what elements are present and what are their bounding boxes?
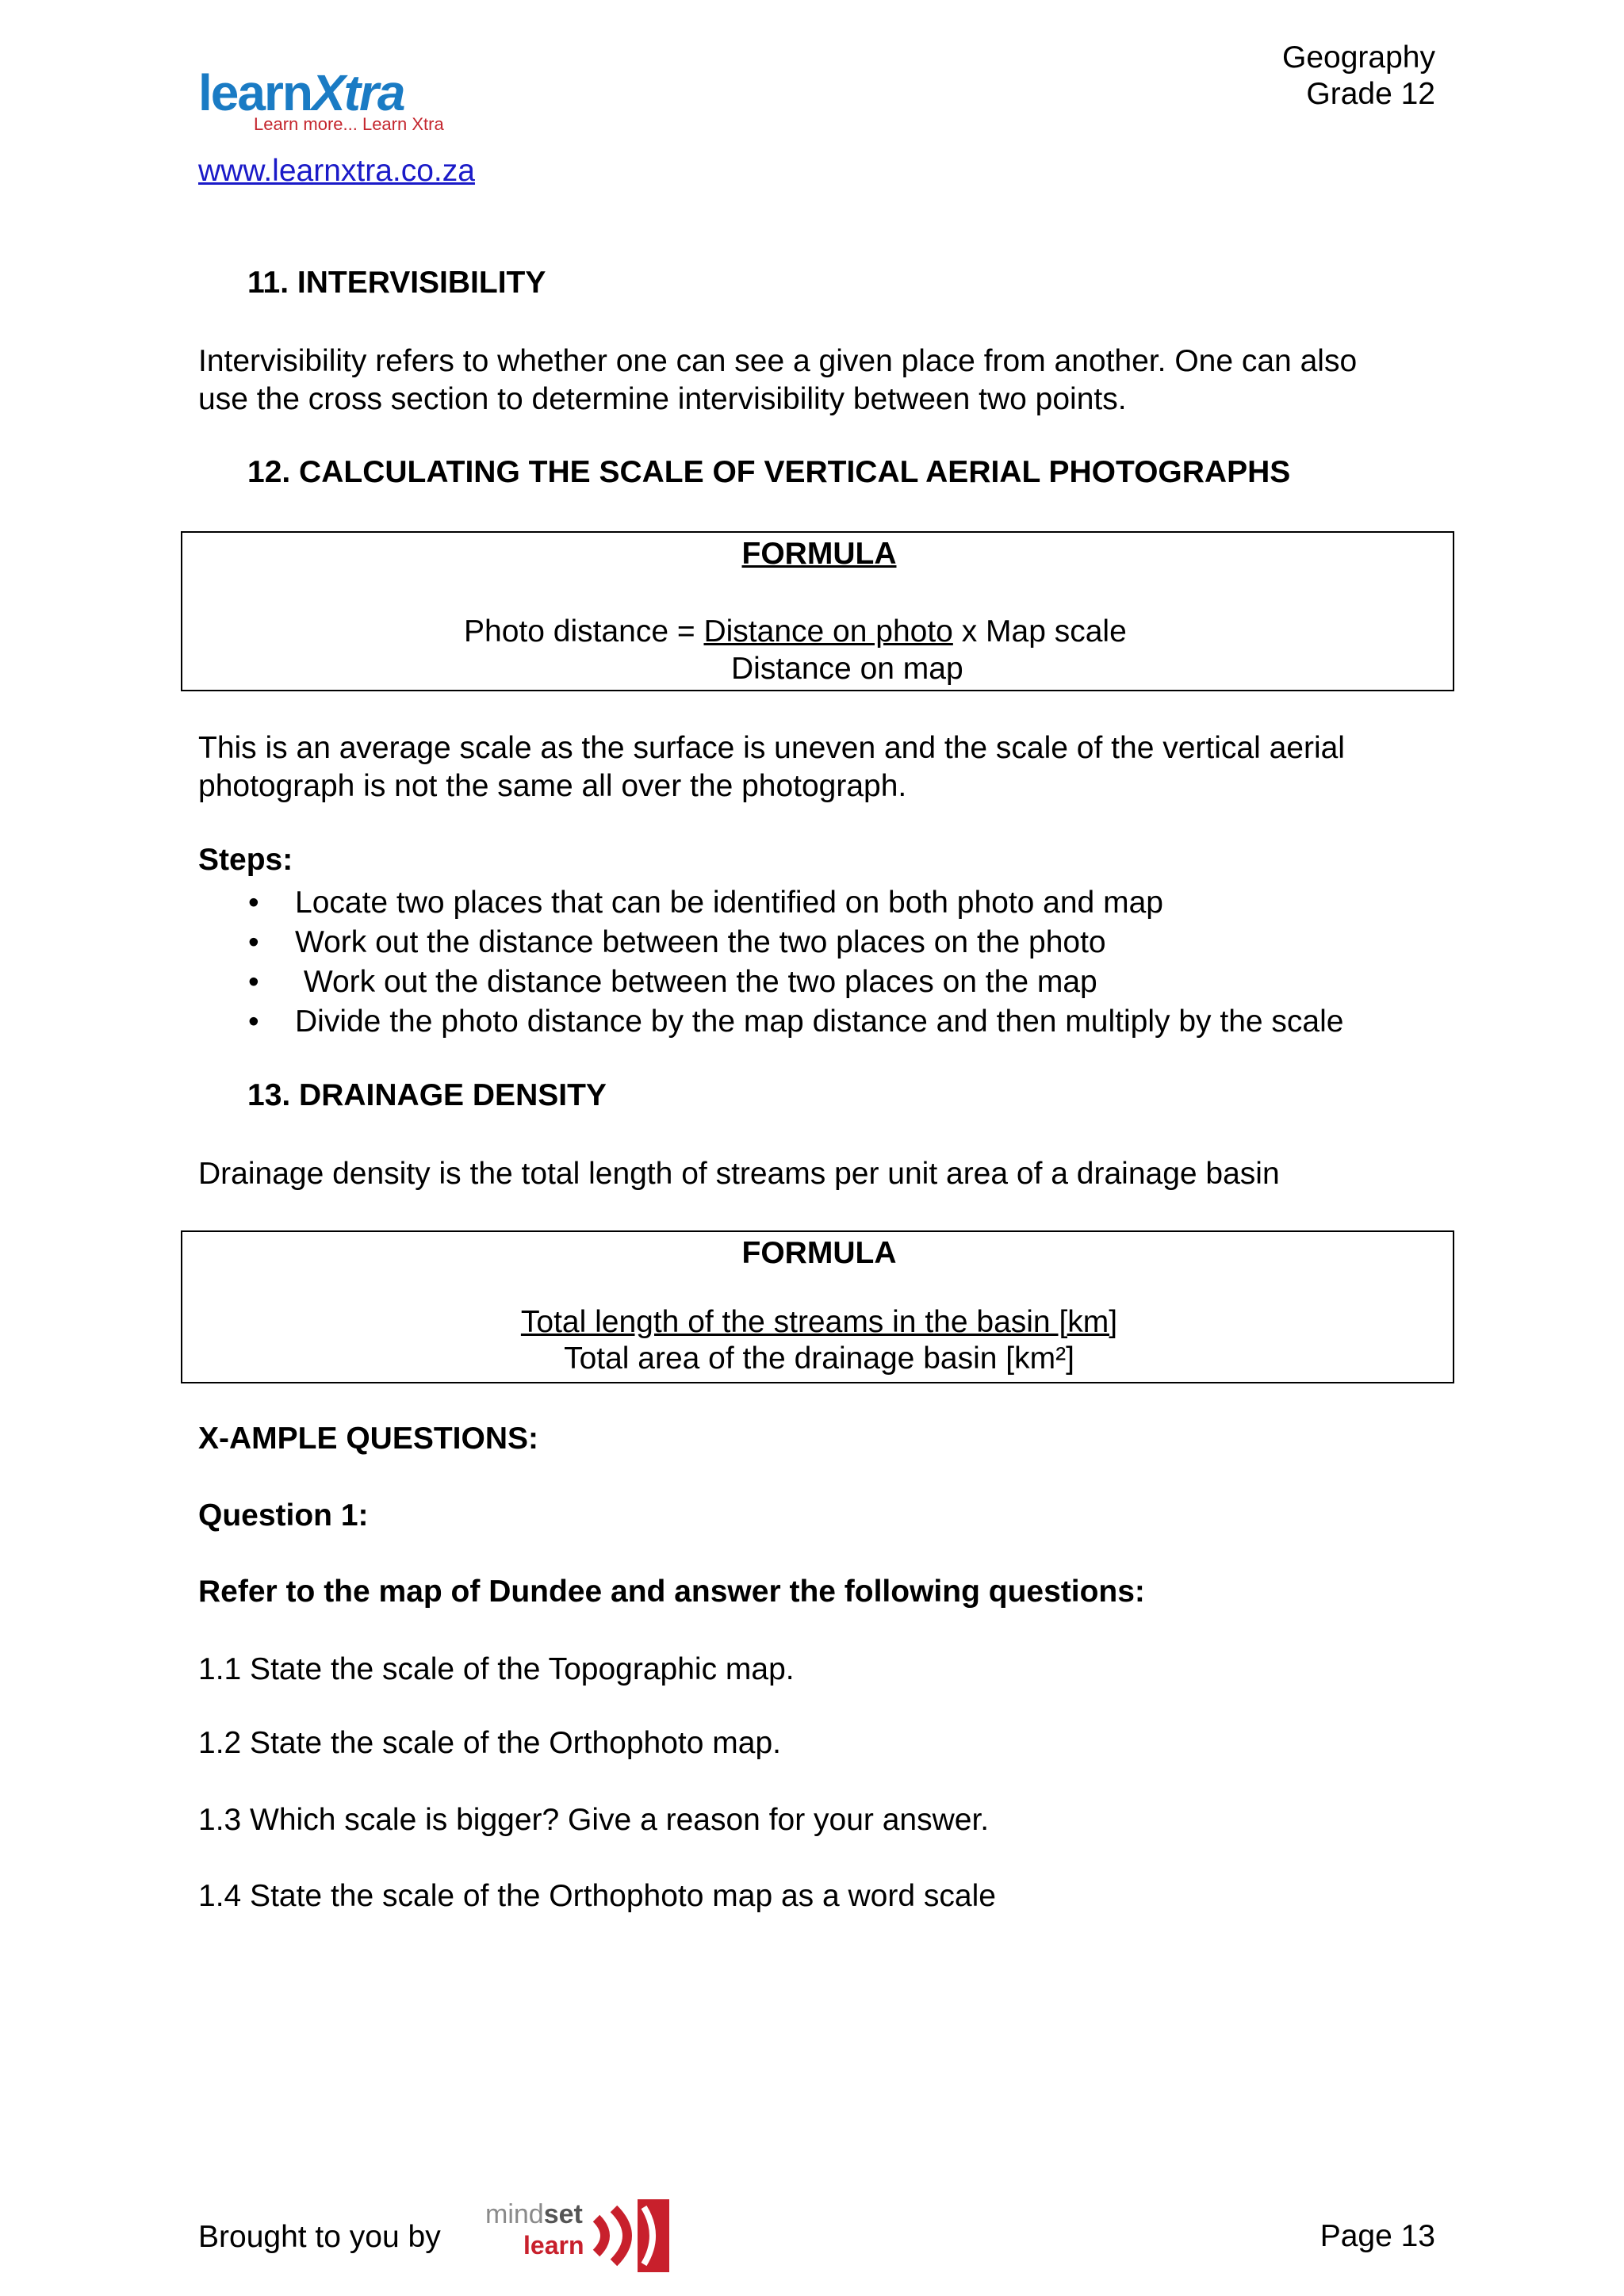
bullet: •: [248, 886, 259, 920]
list-item: [198, 883, 1467, 923]
step-text: Work out the distance between the two places on the map: [295, 965, 1097, 999]
step-text: Locate two places that can be identified on both photo and map: [295, 886, 1163, 920]
question-1-label: Question 1:: [198, 1498, 369, 1533]
mindset-word-learn: learn: [523, 2231, 584, 2260]
bullet: •: [248, 965, 259, 999]
steps-label: Steps:: [198, 843, 293, 877]
section-12-para-line-1: This is an average scale as the surface is uneven and the scale of the vertical aerial: [198, 731, 1345, 765]
website-link[interactable]: www.learnxtra.co.za: [198, 154, 475, 188]
formula-lhs: Photo distance =: [464, 614, 704, 649]
section-12-para-line-2: photograph is not the same all over the photograph.: [198, 769, 907, 803]
learnxtra-logo: [198, 65, 468, 140]
section-12-heading: 12. CALCULATING THE SCALE OF VERTICAL AERIAL PHOTOGRAPHS: [247, 455, 1291, 489]
mindset-soundwave-icon: [588, 2196, 676, 2275]
logo-wordmark: [198, 65, 404, 121]
question-item: 1.2 State the scale of the Orthophoto map.: [198, 1726, 781, 1760]
formula-numerator: Total length of the streams in the basin [km]: [520, 1305, 1118, 1339]
section-13-para: Drainage density is the total length of streams per unit area of a drainage basin: [198, 1157, 1280, 1191]
steps-list: [198, 883, 1467, 1042]
formula-title: FORMULA: [741, 537, 897, 571]
list-item: [198, 923, 1467, 962]
section-11-heading: 11. INTERVISIBILITY: [247, 266, 546, 300]
question-instruction: Refer to the map of Dundee and answer the following questions:: [198, 1575, 1145, 1609]
list-item: [198, 962, 1467, 1002]
drainage-formula-box: [181, 1230, 1454, 1383]
bullet: •: [248, 925, 259, 959]
mindset-word-set: set: [543, 2199, 583, 2229]
mindset-word-mind: mind: [485, 2199, 544, 2229]
section-11-para-line-1: Intervisibility refers to whether one can see a given place from another. One can also: [198, 344, 1358, 378]
mindset-wordmark: [485, 2199, 583, 2229]
formula-expression: [464, 613, 1127, 651]
grade-label: Grade 12: [1306, 77, 1435, 111]
section-11-para-line-2: use the cross section to determine intervisibility between two points.: [198, 382, 1127, 416]
question-item: 1.4 State the scale of the Orthophoto map as a word scale: [198, 1879, 996, 1913]
page-number: Page 13: [1320, 2219, 1435, 2253]
bullet: •: [248, 1004, 259, 1039]
section-13-heading: 13. DRAINAGE DENSITY: [247, 1078, 607, 1112]
question-item: 1.3 Which scale is bigger? Give a reason for your answer.: [198, 1803, 990, 1837]
logo-word-learn: learn: [198, 64, 312, 121]
subject-label: Geography: [1282, 40, 1435, 75]
list-item: [198, 1002, 1467, 1042]
photo-scale-formula-box: [181, 531, 1454, 691]
questions-heading: X-AMPLE QUESTIONS:: [198, 1422, 539, 1456]
step-text: Work out the distance between the two places on the photo: [295, 925, 1106, 959]
step-text: Divide the photo distance by the map distance and then multiply by the scale: [295, 1004, 1344, 1039]
formula-title: FORMULA: [741, 1236, 897, 1270]
formula-denominator: Distance on map: [731, 652, 963, 686]
formula-rhs: x Map scale: [952, 614, 1127, 649]
logo-word-xtra: Xtra: [311, 64, 404, 121]
mindset-learn-logo: [485, 2196, 676, 2275]
formula-denominator: Total area of the drainage basin [km²]: [564, 1341, 1074, 1376]
footer-brought-by: Brought to you by: [198, 2220, 441, 2254]
logo-tagline: Learn more... Learn Xtra: [254, 114, 444, 134]
formula-numerator: Distance on photo: [703, 614, 953, 649]
question-item: 1.1 State the scale of the Topographic map.: [198, 1652, 795, 1686]
